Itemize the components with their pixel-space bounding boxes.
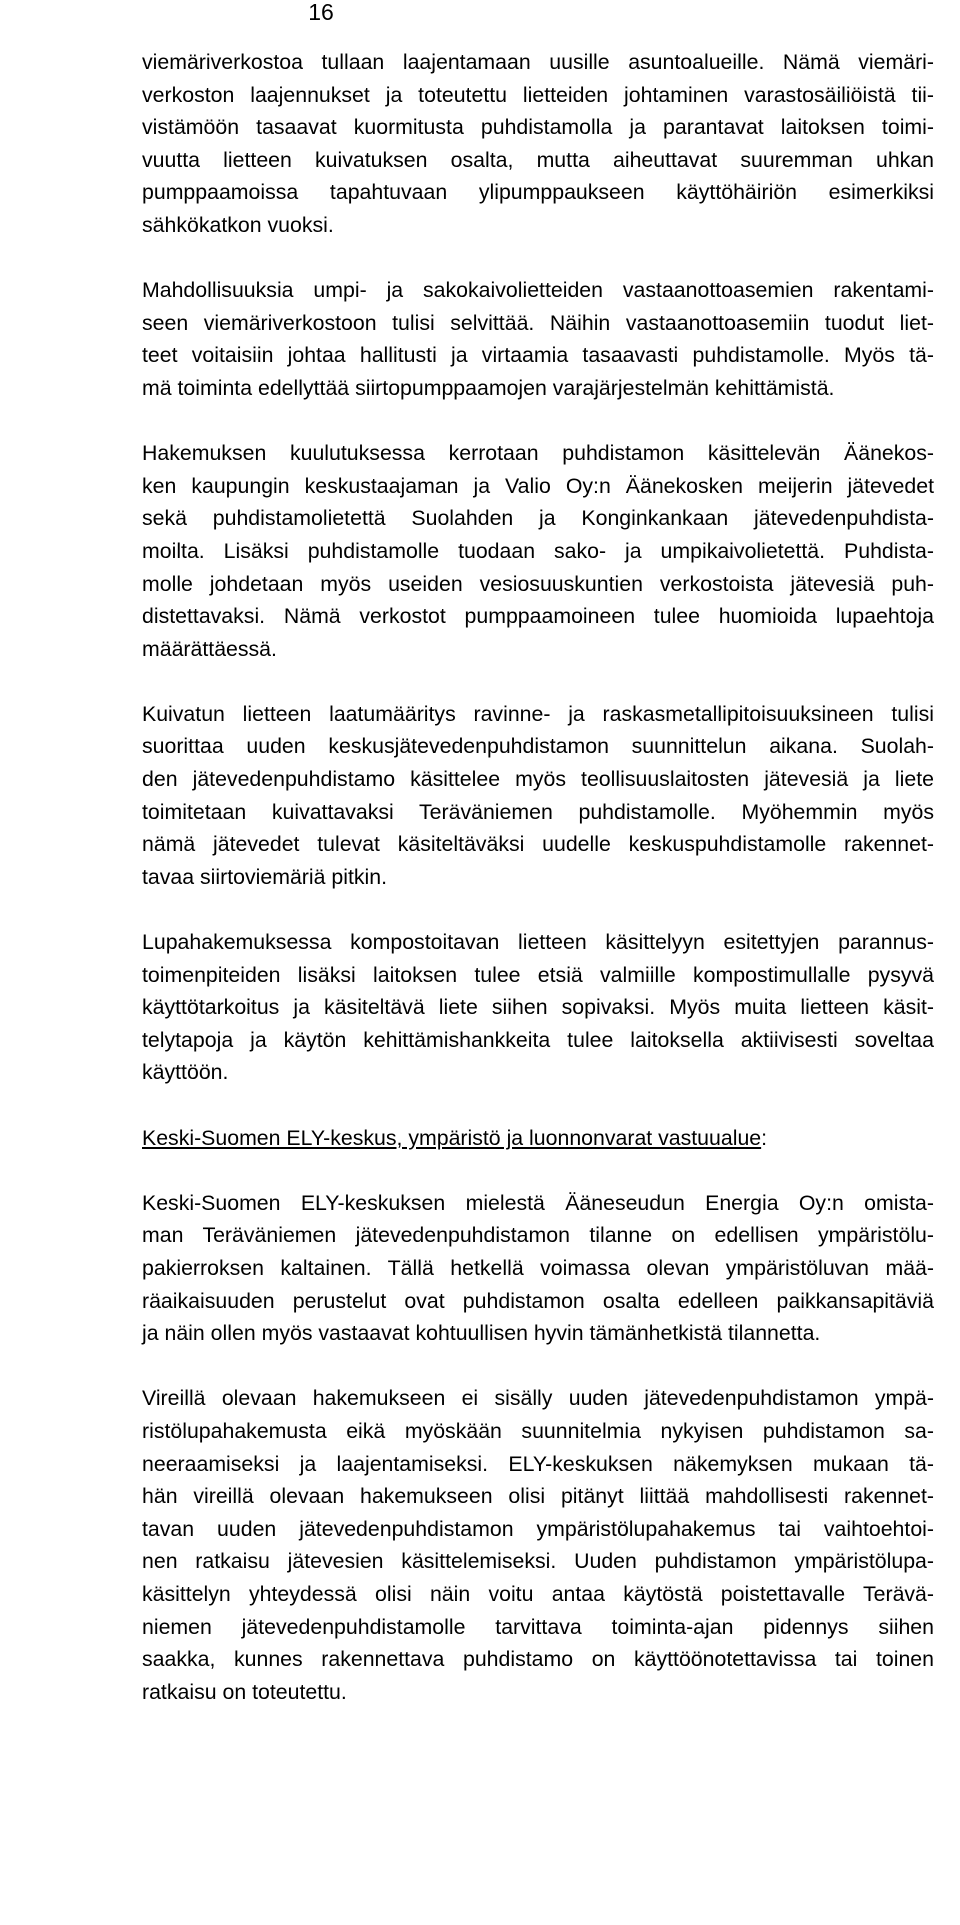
text-line: ken kaupungin keskustaajaman ja Valio Oy:n Äänekosken meijerin jätevedet <box>142 473 934 498</box>
text-line: seen viemäriverkostoon tulisi selvittää. Näihin vastaanottoasemiin tuodut liet- <box>142 310 934 335</box>
text-line: käsittelyn yhteydessä olisi näin voitu antaa käytöstä poistettavalle Terävä- <box>142 1581 934 1606</box>
text-line: viemäriverkostoa tullaan laajentamaan uusille asuntoalueille. Nämä viemäri- <box>142 50 934 74</box>
text-line: ristölupahakemusta eikä myöskään suunnitelmia nykyisen puhdistamon sa- <box>142 1418 934 1443</box>
paragraph <box>142 1187 934 1350</box>
text-line: pumppaamoissa tapahtuvaan ylipumppaukseen käyttöhäiriön esimerkiksi <box>142 180 934 205</box>
paragraph <box>142 698 934 894</box>
text-line: toimenpiteiden lisäksi laitoksen tulee etsiä valmiille kompostimullalle pysyvä <box>142 962 934 987</box>
text-line: saakka, kunnes rakennettava puhdistamo on käyttöönotettavissa tai toinen <box>142 1647 934 1672</box>
text-line: käyttötarkoitus ja käsiteltävä liete siihen sopivaksi. Myös muita lietteen käsit- <box>142 995 934 1020</box>
text-line: vistämöön tasaavat kuormitusta puhdistamolla ja parantavat laitoksen toimi- <box>142 115 934 140</box>
text-line: hän vireillä olevaan hakemukseen olisi pitänyt liittää mahdollisesti rakennet- <box>142 1484 934 1509</box>
paragraph <box>142 46 934 242</box>
text-line: ratkaisu on toteutettu. <box>142 1679 347 1704</box>
text-line: räaikaisuuden perustelut ovat puhdistamon osalta edelleen paikkansapitäviä <box>142 1288 934 1313</box>
text-line: niemen jätevedenpuhdistamolle tarvittava toiminta-ajan pidennys siihen <box>142 1614 934 1639</box>
text-line: Lupahakemuksessa kompostoitavan lietteen käsittelyyn esitettyjen parannus- <box>142 930 934 955</box>
paragraph <box>142 274 934 404</box>
text-line: moilta. Lisäksi puhdistamolle tuodaan sako- ja umpikaivolietettä. Puhdista- <box>142 538 934 563</box>
text-line: distettavaksi. Nämä verkostot pumppaamoineen tulee huomioida lupaehtoja <box>142 604 934 629</box>
text-line: Mahdollisuuksia umpi- ja sakokaivolietteiden vastaanottoasemien rakentami- <box>142 278 934 303</box>
text-line: den jätevedenpuhdistamo käsittelee myös teollisuuslaitosten jätevesiä ja liete <box>142 767 934 792</box>
text-line: nämä jätevedet tulevat käsiteltäväksi uudelle keskuspuhdistamolle rakennet- <box>142 832 934 857</box>
text-line: sähkökatkon vuoksi. <box>142 212 334 237</box>
text-line: Hakemuksen kuulutuksessa kerrotaan puhdistamon käsittelevän Äänekos- <box>142 441 934 466</box>
text-line: Keski-Suomen ELY-keskuksen mielestä Ääneseudun Energia Oy:n omista- <box>142 1190 934 1215</box>
section-heading-line <box>142 1122 934 1155</box>
text-line: Vireillä olevaan hakemukseen ei sisälly uuden jätevedenpuhdistamon ympä- <box>142 1386 934 1411</box>
paragraph <box>142 437 934 665</box>
text-line: toimitetaan kuivattavaksi Teräväniemen puhdistamolle. Myöhemmin myös <box>142 799 934 824</box>
section-heading-text: Keski-Suomen ELY-keskus, ympäristö ja luonnonvarat vastuualue <box>142 1125 762 1150</box>
text-line: teet voitaisiin johtaa hallitusti ja virtaamia tasaavasti puhdistamolle. Myös tä- <box>142 343 934 368</box>
text-line: käyttöön. <box>142 1060 229 1085</box>
text-line: tavaa siirtoviemäriä pitkin. <box>142 864 388 889</box>
text-line: nen ratkaisu jätevesien käsittelemiseksi. Uuden puhdistamon ympäristölupa- <box>142 1549 934 1574</box>
section-heading-suffix: : <box>761 1125 768 1150</box>
text-line: suorittaa uuden keskusjätevedenpuhdistamon suunnittelun aikana. Suolah- <box>142 734 934 759</box>
text-line: ja näin ollen myös vastaavat kohtuullisen hyvin tämänhetkistä tilannetta. <box>142 1321 821 1346</box>
text-line: pakierroksen kaltainen. Tällä hetkellä voimassa olevan ympäristöluvan mää- <box>142 1255 934 1280</box>
document-body <box>142 46 934 1741</box>
text-line: telytapoja ja käytön kehittämishankkeita tulee laitoksella aktiivisesti soveltaa <box>142 1027 934 1052</box>
text-line: neeraamiseksi ja laajentamiseksi. ELY-keskuksen näkemyksen mukaan tä- <box>142 1451 934 1476</box>
text-line: sekä puhdistamolietettä Suolahden ja Konginkankaan jätevedenpuhdista- <box>142 506 934 531</box>
text-line: Kuivatun lietteen laatumääritys ravinne- ja raskasmetallipitoisuuksineen tulisi <box>142 701 934 726</box>
text-line: mä toiminta edellyttää siirtopumppaamojen varajärjestelmän kehittämistä. <box>142 375 835 400</box>
paragraph <box>142 1382 934 1708</box>
text-line: verkoston laajennukset ja toteutettu lietteiden johtaminen varastosäiliöistä tii- <box>142 82 934 107</box>
paragraph <box>142 926 934 1089</box>
text-line: määrättäessä. <box>142 636 277 661</box>
text-line: molle johdetaan myös useiden vesiosuuskuntien verkostoista jätevesiä puh- <box>142 571 934 596</box>
page-number: 16 <box>308 0 334 25</box>
text-line: tavan uuden jätevedenpuhdistamon ympäristölupahakemus tai vaihtoehtoi- <box>142 1516 934 1541</box>
text-line: vuutta lietteen kuivatuksen osalta, mutta aiheuttavat suuremman uhkan <box>142 147 934 172</box>
section-heading <box>142 1122 934 1155</box>
text-line: man Teräväniemen jätevedenpuhdistamon tilanne on edellisen ympäristölu- <box>142 1223 934 1248</box>
